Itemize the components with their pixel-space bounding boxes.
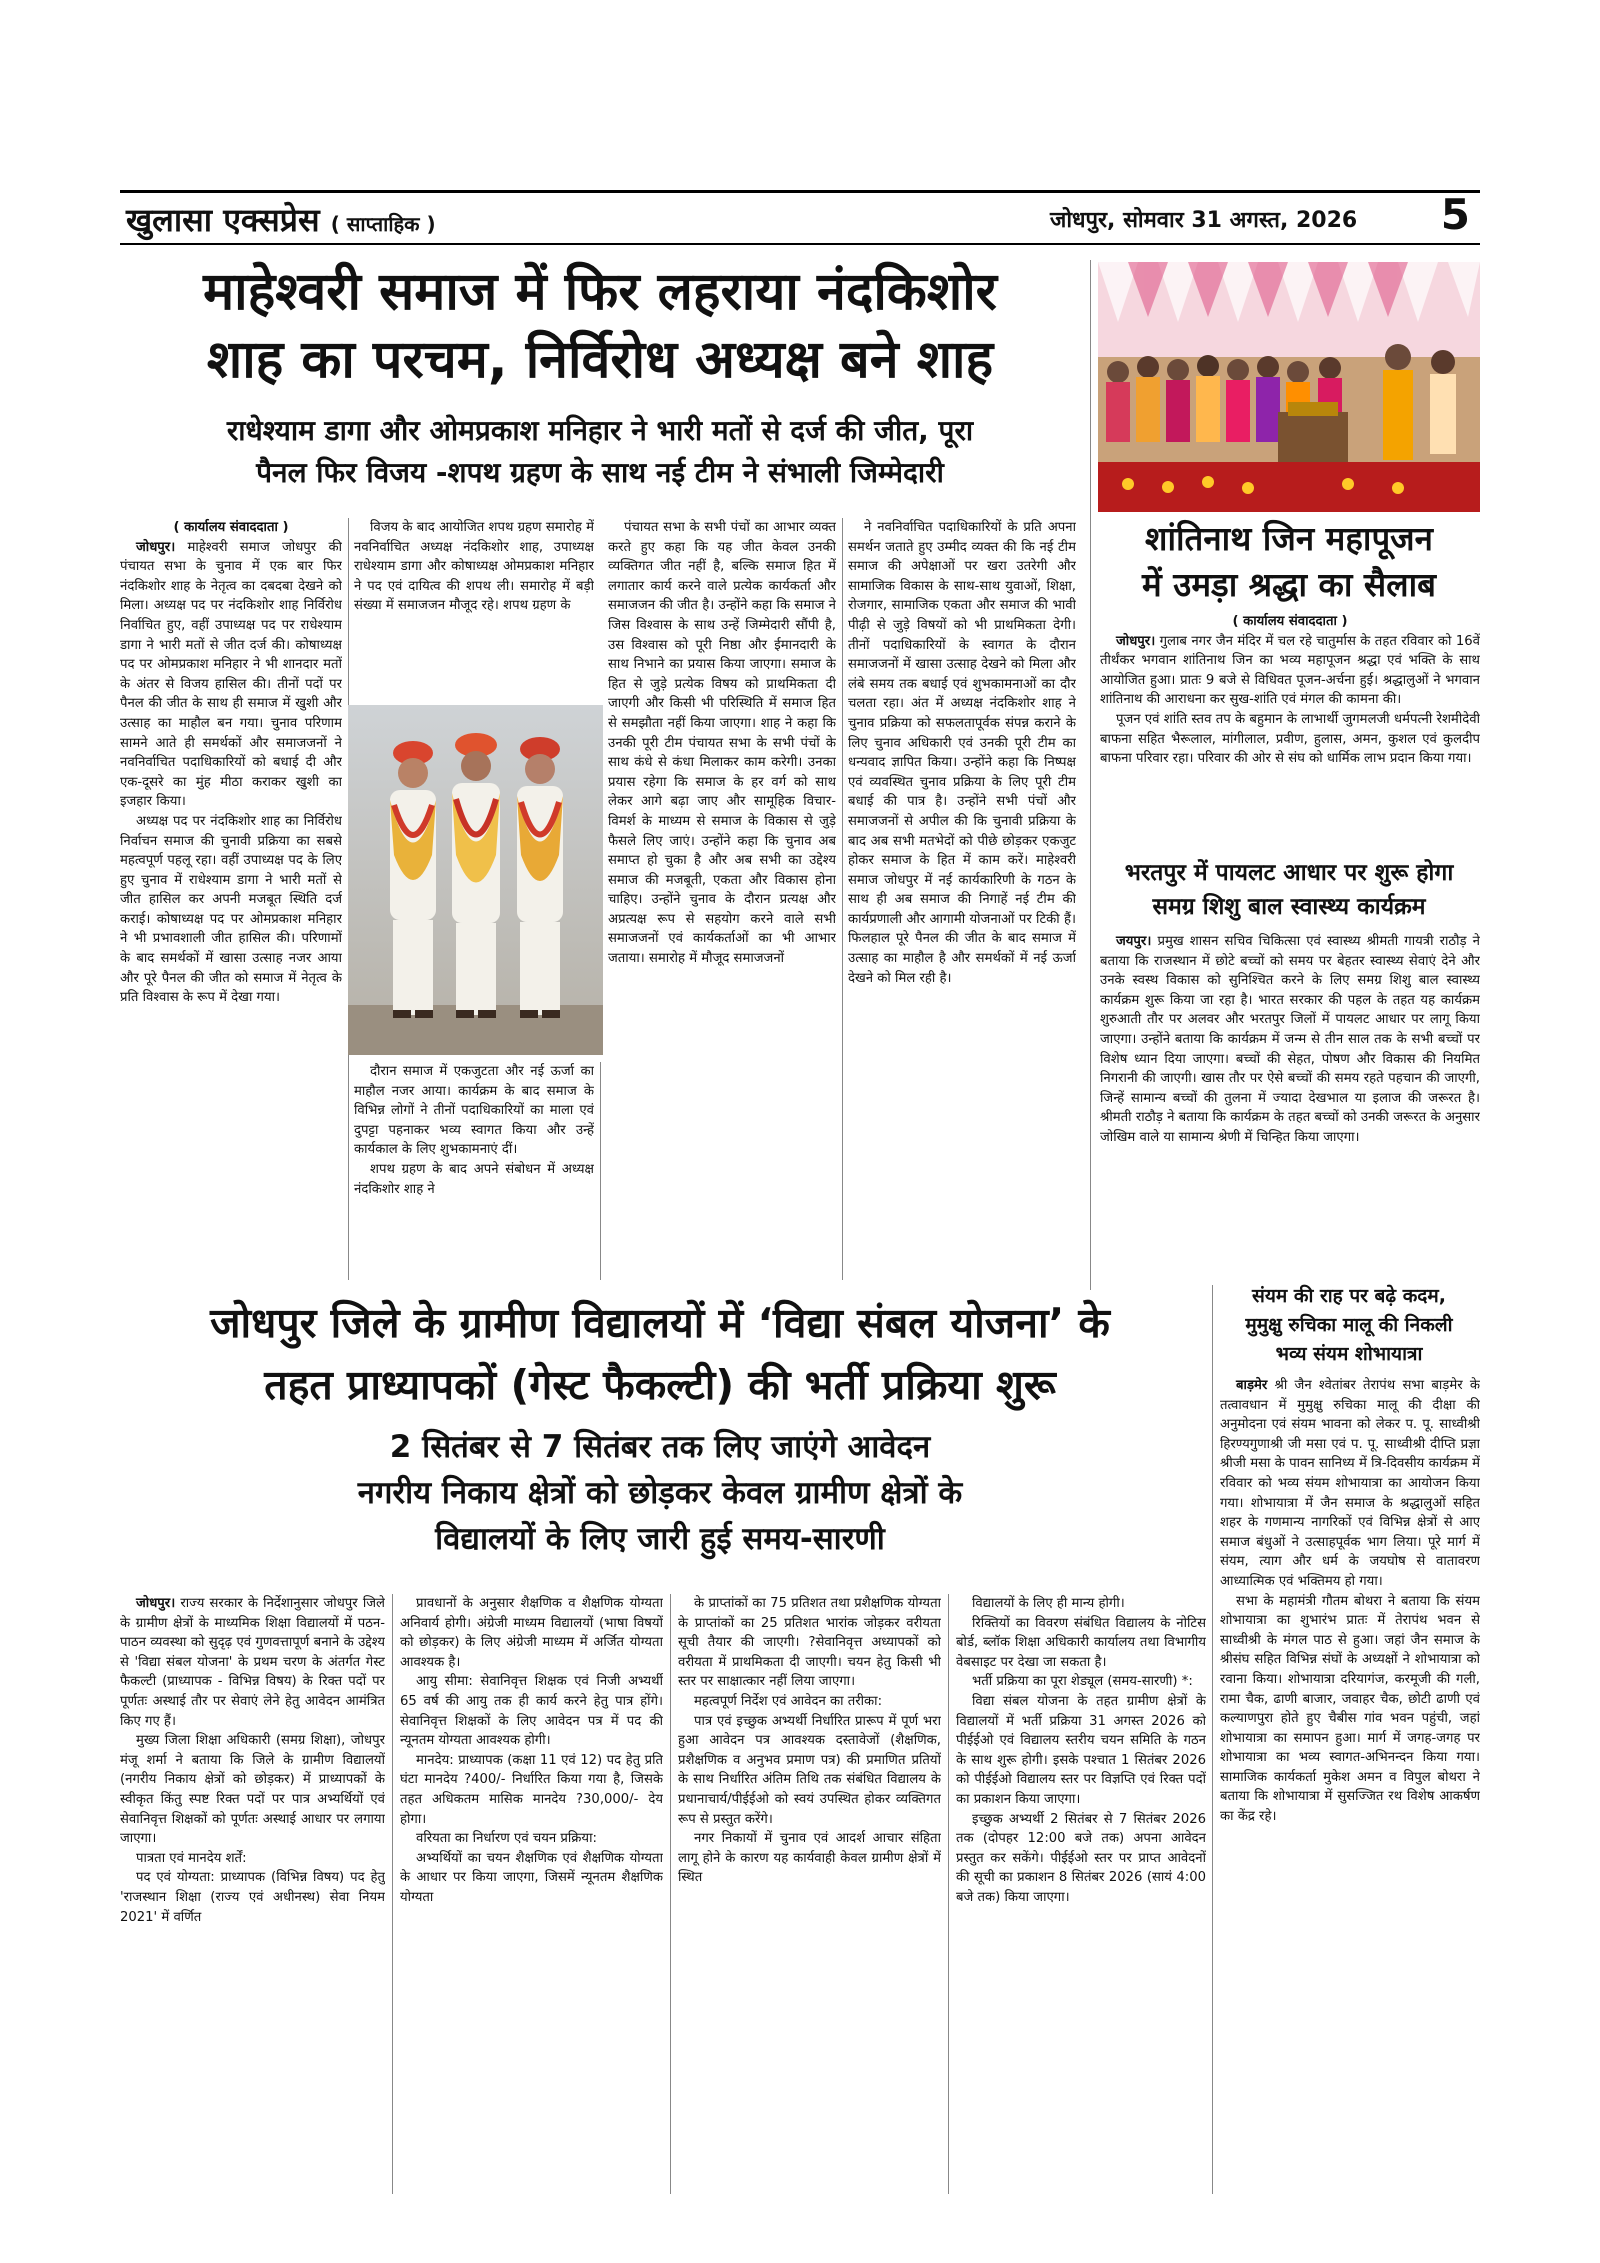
shantinath-place: जोधपुर। — [1116, 633, 1156, 649]
lead-headline-line1: माहेश्वरी समाज में फिर लहराया नंदकिशोर — [203, 262, 997, 322]
vidya-col1c-text: पद एवं योग्यता: प्राध्यापक (विभिन्न विषय) पद हेतु 'राजस्थान शिक्षा (राज्य एवं अधीनस्थ) सेवा नियम 2021' में वर्णित — [120, 1870, 385, 1925]
vidya-column-4 — [956, 1594, 1206, 2194]
vidya-column-3 — [678, 1594, 941, 2194]
masthead-top-rule — [120, 190, 1480, 193]
masthead-bottom-rule — [120, 243, 1480, 245]
barmer-text: श्री जैन श्वेतांबर तेरापंथ सभा बाड़मेर के तत्वावधान में मुमुक्षु रुचिका मालू की दीक्षा की अनुमोदना एवं संयम भावना को लेकर प. पू. साध्वीश्री हिरण्यगुणाश्री जी मसा एवं प. पू. साध्वीश्री दीप्ति प्रज्ञा श्रीजी मसा के पावन सानिध्य में त्रि-दिवसीय कार्यक्रम में रविवार को भव्य संयम शोभायात्रा का आयोजन किया गया। शोभायात्रा में जैन समाज के श्रद्धालुओं सहित शहर के गणमान्य नागरिकों एवं विभिन्न क्षेत्रों से आए समाज बंधुओं ने उत्साहपूर्वक भाग लिया। पूरे मार्ग में संयम, त्याग और धर्म के जयघोष से वातावरण आध्यात्मिक एवं भक्तिमय हो गया। — [1220, 1378, 1480, 1589]
lead-col2-bottom-b-text: शपथ ग्रहण के बाद अपने संबोधन में अध्यक्ष नंदकिशोर शाह ने — [354, 1161, 594, 1197]
lead-col2-bottom-text: दौरान समाज में एकजुटता और नई ऊर्जा का माहौल नजर आया। कार्यक्रम के बाद समाज के विभिन्न लोगों ने तीनों पदाधिकारियों का माला एवं दुपट्टा पहनाकर भव्य स्वागत किया और उन्हें कार्यकाल के लिए शुभकामनाएं दीं। — [354, 1064, 594, 1158]
column-divider — [842, 518, 843, 1280]
vidya-col4-text: विद्यालयों के लिए ही मान्य होगी। — [972, 1596, 1125, 1611]
shantinath-headline-line2: में उमड़ा श्रद्धा का सैलाब — [1142, 565, 1436, 604]
vidya-col4c-heading: भर्ती प्रक्रिया का पूरा शेड्यूल (समय-सारणी) *: — [972, 1674, 1193, 1690]
barmer-place: बाड़मेर — [1236, 1378, 1268, 1393]
vidya-sambal-headline-line1: जोधपुर जिले के ग्रामीण विद्यालयों में ‘विद्या संबल योजना’ के — [210, 1299, 1110, 1347]
barmer-headline — [1216, 1282, 1482, 1369]
lead-headline-line2: शाह का परचम, निर्विरोध अध्यक्ष बने शाह — [206, 330, 994, 390]
vidya-col3b-text: पात्र एवं इच्छुक अभ्यर्थी निर्धारित प्रारूप में पूर्ण भरा हुआ आवेदन पत्र आवश्यक दस्तावेजों (शैक्षणिक, प्रशैक्षणिक व अनुभव प्रमाण पत्र) की प्रमाणित प्रतियों के साथ निर्धारित अंतिम तिथि तक संबंधित विद्यालय के प्रधानाचार्य/पीईईओ को स्वयं उपस्थित होकर व्यक्तिगत रूप से प्रस्तुत करेंगे। — [678, 1713, 941, 1827]
column-divider — [670, 1594, 671, 2194]
lead-col3-text: पंचायत सभा के सभी पंचों का आभार व्यक्त करते हुए कहा कि यह जीत केवल उनकी व्यक्तिगत जीत नहीं है, बल्कि समाज हित में लगातार कार्य करने वाले प्रत्येक कार्यकर्ता और समाजजन की जीत है। उन्होंने कहा कि समाज ने जिस विश्वास के साथ उन्हें जिम्मेदारी सौंपी है, उस विश्वास को पूरी निष्ठा और ईमानदारी के साथ निभाने का प्रयास किया जाएगा। समाज के हित से जुड़े प्रत्येक विषय को प्राथमिकता दी जाएगी और किसी भी परिस्थिति में समाज हित से समझौता नहीं किया जाएगा। शाह ने कहा कि उनकी पूरी टीम पंचायत सभा के सभी पंचों के साथ कंधे से कंधा मिलाकर काम करेगी। उनका प्रयास रहेगा कि समाज के हर वर्ग को साथ लेकर आगे बढ़ा जाए और सामूहिक विचार-विमर्श के माध्यम से समाज के विकास से जुड़े फैसले लिए जाएं। उन्होंने कहा कि चुनाव अब समाप्त हो चुका है और अब सभी का उद्देश्य समाज की मजबूती, एकता और विकास होना चाहिए। उन्होंने चुनाव के दौरान प्रत्यक्ष और अप्रत्यक्ष रूप से सहयोग करने वाले सभी समाजजनों एवं कार्यकर्ताओं का भी आभार जताया। समारोह में मौजूद समाजजनों — [608, 520, 836, 967]
vidya-col2-text: प्रावधानों के अनुसार शैक्षणिक व शैक्षणिक योग्यता अनिवार्य होगी। अंग्रेजी माध्यम विद्यालयों (भाषा विषयों को छोड़कर) के लिए अंग्रेजी माध्यम में अर्जित योग्यता आवश्यक है। — [400, 1596, 663, 1670]
edition-label: ( साप्ताहिक ) — [330, 212, 436, 236]
vidya-col2e-text: अभ्यर्थियों का चयन शैक्षणिक एवं शैक्षणिक योग्यता के आधार पर किया जाएगा, जिसमें न्यूनतम शैक्षणिक योग्यता — [400, 1850, 663, 1905]
vidya-col3b-heading: महत्वपूर्ण निर्देश एवं आवेदन का तरीका: — [694, 1693, 883, 1709]
paper-title: खुलासा एक्सप्रेस — [126, 201, 320, 239]
bharatpur-headline-line1: भरतपुर में पायलट आधार पर शुरू होगा — [1124, 860, 1454, 886]
lead-col1-text: माहेश्वरी समाज जोधपुर की पंचायत सभा के चुनाव में एक बार फिर नंदकिशोर शाह के नेतृत्व का दबदबा देखने को मिला। अध्यक्ष पद पर नंदकिशोर शाह निर्विरोध निर्वाचित हुए, वहीं उपाध्यक्ष पद पर राधेश्याम डागा ने भारी मतों से जीत दर्ज की। कोषाध्यक्ष पद पर ओमप्रकाश मनिहार ने भी शानदार मतों के अंतर से विजय हासिल की। तीनों पदों पर पैनल की जीत के साथ ही समाज में खुशी और उत्साह का माहौल बन गया। चुनाव परिणाम सामने आते ही समर्थकों और समाजजनों ने नवनिर्वाचित पदाधिकारियों को बधाई दी और एक-दूसरे का मुंह मीठा कराकर खुशी का इजहार किया। — [120, 539, 342, 810]
vidya-col4c-text: विद्या संबल योजना के तहत ग्रामीण क्षेत्रों के विद्यालयों में भर्ती प्रक्रिया 31 अगस्त 2026 को पीईईओ एवं विद्यालय स्तरीय चयन समिति के गठन के साथ शुरू होगी। इसके पश्चात 1 सितंबर 2026 को पीईईओ विद्यालय स्तर पर विज्ञप्ति एवं रिक्त पदों का प्रकाशन किया जाएगा। — [956, 1693, 1206, 1807]
vidya-col4d-text: इच्छुक अभ्यर्थी 2 सितंबर से 7 सितंबर 2026 तक (दोपहर 12:00 बजे तक) अपना आवेदन प्रस्तुत कर सकेंगे। पीईईओ स्तर पर प्राप्त आवेदनों की सूची का प्रकाशन 8 सितंबर 2026 (सायं 4:00 बजे तक) किया जाएगा। — [956, 1811, 1206, 1905]
vidya-col4b-text: रिक्तियों का विवरण संबंधित विद्यालय के नोटिस बोर्ड, ब्लॉक शिक्षा अधिकारी कार्यालय तथा विभागीय वेबसाइट पर देखा जा सकता है। — [956, 1615, 1206, 1670]
bharatpur-body — [1100, 932, 1480, 1270]
vidya-col1c-heading: पात्रता एवं मानदेय शर्तें: — [136, 1850, 247, 1866]
lead-subhead-line2: पैनल फिर विजय -शपथ ग्रहण के साथ नई टीम ने संभाली जिम्मेदारी — [256, 456, 944, 489]
column-divider — [1090, 260, 1091, 1290]
shantinath-text-2: पूजन एवं शांति स्तव तप के बहुमान के लाभार्थी जुगमलजी धर्मपत्नी रेशमीदेवी बाफना सहित भैरूलाल, मांगीलाल, प्रवीण, हुलास, अमन, कुशल एवं कुलदीप बाफना परिवार रहा। परिवार की ओर से संघ को धार्मिक लाभ प्रदान किया गया। — [1100, 711, 1480, 767]
lead-subhead-line1: राधेश्याम डागा और ओमप्रकाश मनिहार ने भारी मतों से दर्ज की जीत, पूरा — [226, 414, 974, 447]
lead-col4-text: ने नवनिर्वाचित पदाधिकारियों के प्रति अपना समर्थन जताते हुए उम्मीद व्यक्त की कि नई टीम समाज की अपेक्षाओं पर खरा उतरेगी और सामाजिक विकास के साथ-साथ युवाओं, शिक्षा, रोजगार, सामाजिक एकता और समाज की भावी पीढ़ी से जुड़े विषयों को भी प्राथमिकता देगी। तीनों पदाधिकारियों के स्वागत के दौरान समाजजनों में खासा उत्साह देखने को मिला और लंबे समय तक बधाई एवं शुभकामनाओं का दौर चलता रहा। अंत में अध्यक्ष नंदकिशोर शाह ने चुनाव प्रक्रिया को सफलतापूर्वक संपन्न कराने के लिए चुनाव अधिकारी एवं उनकी पूरी टीम का धन्यवाद ज्ञापित किया। उन्होंने कहा कि निष्पक्ष एवं व्यवस्थित चुनाव प्रक्रिया के लिए पूरी टीम बधाई की पात्र है। उन्होंने सभी पंचों और समाजजनों से अपील की कि चुनावी प्रक्रिया के बाद अब सभी मतभेदों को पीछे छोड़कर एकजुट होकर समाज के हित में काम करें। माहेश्वरी समाज जोधपुर में नई कार्यकारिणी के गठन के साथ ही अब समाज की निगाहें नई टीम की कार्यप्रणाली और आगामी योजनाओं पर टिकी हैं। फिलहाल पूरे पैनल की जीत के बाद समाज में उत्साह का माहौल है और समर्थकों में नई ऊर्जा देखने को मिल रही है। — [848, 520, 1076, 986]
vidya-sambal-headline-line2: तहत प्राध्यापकों (गेस्ट फैकल्टी) की भर्ती प्रक्रिया शुरू — [264, 1361, 1056, 1409]
column-divider — [1212, 1285, 1213, 2194]
barmer-headline-line1: संयम की राह पर बढ़े कदम, — [1252, 1285, 1446, 1307]
vidya-col2b-text: आयु सीमा: सेवानिवृत्त शिक्षक एवं निजी अभ्यर्थी 65 वर्ष की आयु तक ही कार्य करने हेतु पात्र होंगे। सेवानिवृत्त शिक्षकों के लिए आवेदन पत्र में पद की न्यूनतम योग्यता आवश्यक होगी। — [400, 1674, 663, 1749]
vidya-column-1 — [120, 1594, 385, 2194]
vidya-sambal-subhead — [120, 1424, 1200, 1562]
bharatpur-headline-line2: समग्र शिशु बाल स्वास्थ्य कार्यक्रम — [1152, 894, 1426, 920]
lead-column-3 — [608, 518, 836, 1280]
dateline: जोधपुर, सोमवार 31 अगस्त, 2026 — [1050, 208, 1358, 233]
vidya-col2c-text: मानदेय: प्राध्यापक (कक्षा 11 एवं 12) पद हेतु प्रति घंटा मानदेय ?400/- निर्धारित किया गया है, जिसके तहत अधिकतम मासिक मानदेय ?30,000/- देय होगा। — [400, 1752, 663, 1827]
lead-col1b-text: अध्यक्ष पद पर नंदकिशोर शाह का निर्विरोध निर्वाचन समाज की चुनावी प्रक्रिया का सबसे महत्वपूर्ण पहलू रहा। वहीं उपाध्यक्ष पद के लिए हुए चुनाव में राधेश्याम डागा ने भारी मतों से जीत हासिल कर अपनी मजबूत स्थिति दर्ज कराई। कोषाध्यक्ष पद पर ओमप्रकाश मनिहार ने भी प्रभावशाली जीत हासिल की। परिणामों के बाद समर्थकों में खासा उत्साह नजर आया और पूरे पैनल की जीत को समाज में नेतृत्व के प्रति विश्वास के रूप में देखा गया। — [120, 813, 342, 1006]
vidya-sambal-headline — [120, 1292, 1200, 1416]
lead-headline — [120, 258, 1080, 394]
lead-col2-top-text: विजय के बाद आयोजित शपथ ग्रहण समारोह में नवनिर्वाचित अध्यक्ष नंदकिशोर शाह, उपाध्यक्ष राधेश्याम डागा और कोषाध्यक्ष ओमप्रकाश मनिहार ने पद एवं दायित्व की शपथ ली। समारोह में बड़ी संख्या में समाजजन मौजूद रहे। शपथ ग्रहण के — [354, 520, 594, 614]
vidya-place: जोधपुर। — [136, 1596, 176, 1611]
shantinath-text: गुलाब नगर जैन मंदिर में चल रहे चातुर्मास के तहत रविवार को 16वें तीर्थंकर भगवान शांतिनाथ जिन का भव्य महापूजन श्रद्धा एवं भक्ति के साथ आयोजित हुआ। प्रातः 9 बजे से विधिवत पूजन-अर्चना हुई। श्रद्धालुओं ने भगवान शांतिनाथ की आराधना कर सुख-शांति एवं मंगल की कामना की। — [1100, 633, 1480, 708]
column-divider — [392, 1594, 393, 2194]
lead-subhead — [120, 410, 1080, 494]
column-divider — [948, 1594, 949, 2194]
lead-dateline-place: जोधपुर। — [136, 539, 176, 555]
page-number: 5 — [1440, 190, 1470, 239]
shantinath-byline: ( कार्यालय संवाददाता ) — [1232, 614, 1348, 629]
bharatpur-place: जयपुर। — [1116, 934, 1152, 949]
vidya-sambal-subhead-line3: विद्यालयों के लिए जारी हुई समय-सारणी — [435, 1521, 885, 1557]
bharatpur-text: प्रमुख शासन सचिव चिकित्सा एवं स्वास्थ्य श्रीमती गायत्री राठौड़ ने बताया कि राजस्थान में छोटे बच्चों को समय पर बेहतर स्वास्थ्य सेवाएं देने और उनके स्वस्थ विकास को सुनिश्चित करने के लिए समग्र शिशु बाल स्वास्थ्य कार्यक्रम शुरू किया जा रहा है। भारत सरकार की पहल के तहत यह कार्यक्रम शुरुआती तौर पर अलवर और भरतपुर जिलों में पायलट आधार पर लागू किया जाएगा। उन्होंने बताया कि कार्यक्रम में जन्म से तीन साल तक के सभी बच्चों पर विशेष ध्यान दिया जाएगा। बच्चों की सेहत, पोषण और विकास की नियमित निगरानी की जाएगी। खास तौर पर ऐसे बच्चों की समय रहते पहचान की जाएगी, जिन्हें सामान्य बच्चों की तुलना में ज्यादा देखभाल या इलाज की जरूरत है। श्रीमती राठौड़ ने बताया कि कार्यक्रम के तहत बच्चों को उनकी जरूरत के अनुसार जोखिम वाले या सामान्य श्रेणी में चिन्हित किया जाएगा। — [1100, 934, 1480, 1145]
vidya-col3-text: के प्राप्तांकों का 75 प्रतिशत तथा प्रशैक्षणिक योग्यता के प्राप्तांकों का 25 प्रतिशत भारांक जोड़कर वरीयता सूची तैयार की जाएगी। ?सेवानिवृत्त अध्यापकों को वरीयता में प्राथमिकता दी जाएगी। चयन हेतु किसी भी स्तर पर साक्षात्कार नहीं लिया जाएगा। — [678, 1596, 941, 1690]
masthead — [120, 190, 1480, 245]
barmer-headline-line2: मुमुक्षु रुचिका मालू की निकली — [1245, 1314, 1453, 1336]
lead-column-4 — [848, 518, 1076, 1280]
vidya-col2d-text: वरियता का निर्धारण एवं चयन प्रक्रिया: — [416, 1831, 597, 1847]
lead-photo-three-men — [348, 705, 603, 1055]
barmer-body — [1220, 1376, 1480, 2194]
shantinath-body — [1100, 612, 1480, 848]
vidya-sambal-subhead-line2: नगरीय निकाय क्षेत्रों को छोड़कर केवल ग्रामीण क्षेत्रों के — [357, 1475, 963, 1511]
bharatpur-headline — [1096, 856, 1482, 924]
column-divider — [600, 1062, 601, 1280]
shantinath-headline — [1096, 516, 1482, 608]
vidya-col1-text: राज्य सरकार के निर्देशानुसार जोधपुर जिले के ग्रामीण क्षेत्रों के माध्यमिक शिक्षा विद्यालयों में पठन-पाठन व्यवस्था को सुदृढ़ एवं गुणवत्तापूर्ण बनाने के उद्देश्य से 'विद्या संबल योजना' के प्रथम चरण के अंतर्गत गेस्ट फैकल्टी (प्राध्यापक - विभिन्न विषय) के रिक्त पदों पर पूर्णतः अस्थाई तौर पर सेवाएं लेने हेतु आवेदन आमंत्रित किए गए हैं। — [120, 1596, 385, 1729]
vidya-sambal-subhead-line1: 2 सितंबर से 7 सितंबर तक लिए जाएंगे आवेदन — [389, 1429, 931, 1465]
barmer-text-2: सभा के महामंत्री गौतम बोथरा ने बताया कि संयम शोभायात्रा का शुभारंभ प्रातः में तेरापंथ भवन से साध्वीश्री के मंगल पाठ से हुआ। जहां जैन समाज के श्रीसंघ सहित विभिन्न संघों के अध्यक्षों ने शोभायात्रा को रवाना किया। शोभायात्रा दरियागंज, करमूजी की गली, रामा चैक, ढाणी बाजार, जवाहर चैक, छोटी ढाणी एवं कल्याणपुरा होते हुए चैबीस गांव भवन पहुंची, जहां शोभायात्रा का समापन हुआ। मार्ग में जगह-जगह पर शोभायात्रा का भव्य स्वागत-अभिनन्दन किया गया। सामाजिक कार्यकर्ता मुकेश अमन व विपुल बोथरा ने बताया कि शोभायात्रा में सुसज्जित रथ विशेष आकर्षण का केंद्र रहे। — [1220, 1593, 1480, 1825]
temple-puja-photo — [1098, 262, 1480, 512]
shantinath-headline-line1: शांतिनाथ जिन महापूजन — [1145, 519, 1433, 558]
barmer-headline-line3: भव्य संयम शोभायात्रा — [1275, 1343, 1423, 1365]
vidya-col3c-text: नगर निकायों में चुनाव एवं आदर्श आचार संहिता लागू होने के कारण यह कार्यवाही केवल ग्रामीण क्षेत्रों में स्थित — [678, 1831, 941, 1886]
paper-name — [126, 198, 436, 241]
lead-column-2-top — [354, 518, 594, 696]
lead-byline: ( कार्यालय संवाददाता ) — [173, 520, 289, 535]
vidya-col1b-text: मुख्य जिला शिक्षा अधिकारी (समग्र शिक्षा), जोधपुर मंजू शर्मा ने बताया कि जिले के ग्रामीण विद्यालयों (नगरीय निकाय क्षेत्रों को छोड़कर) में प्राध्यापकों के स्वीकृत किंतु स्पष्ट रिक्त पदों पर पात्र अभ्यर्थियों एवं सेवानिवृत्त शिक्षकों को पूर्णतः अस्थाई आधार पर लगाया जाएगा। — [120, 1733, 385, 1847]
lead-column-1 — [120, 518, 342, 1280]
lead-column-2-bottom — [354, 1062, 594, 1280]
vidya-column-2 — [400, 1594, 663, 2194]
